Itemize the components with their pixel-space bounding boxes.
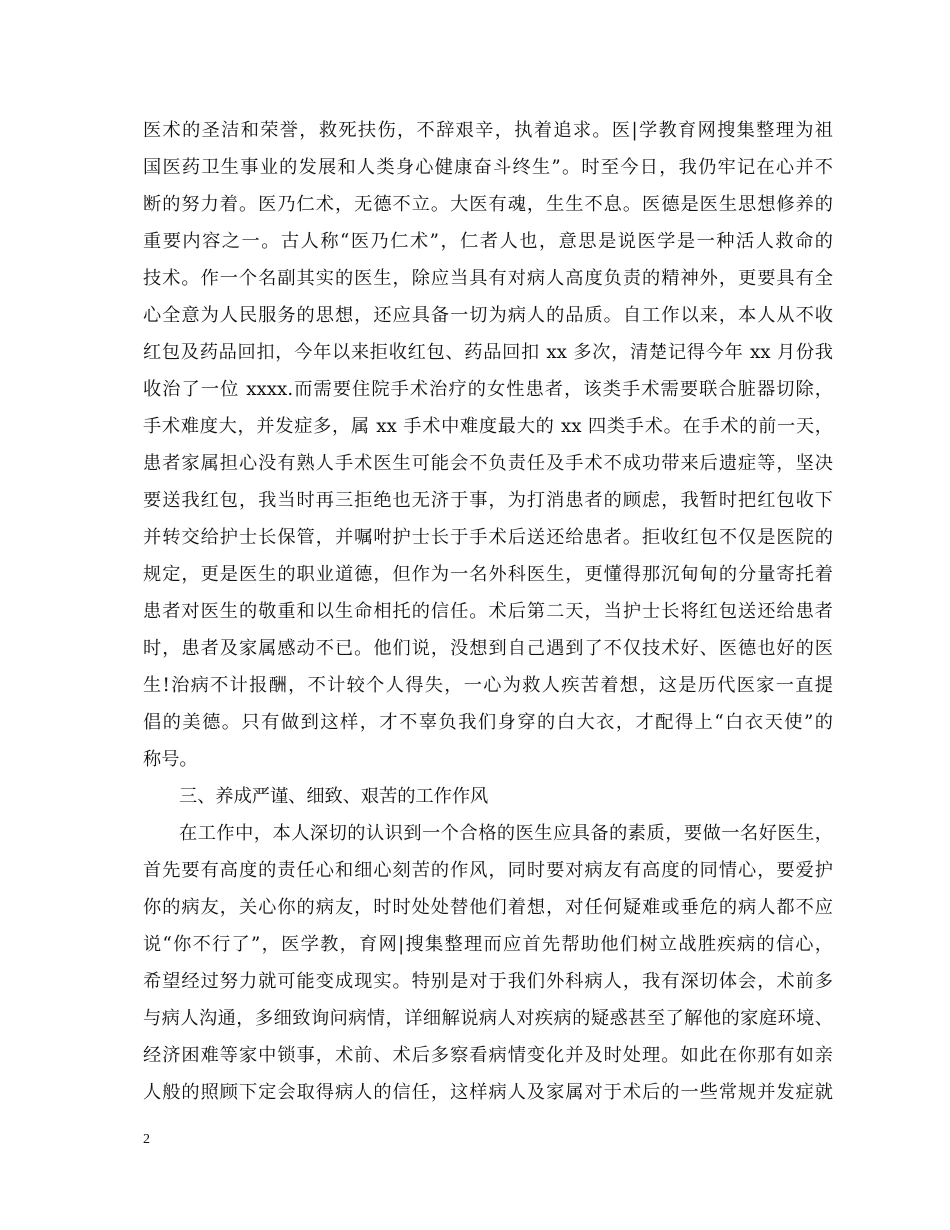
text-line: 时，患者及家属感动不已。他们说，没想到自己遇到了不仅技术好、医德也好的医 xyxy=(143,638,833,659)
page-number: 2 xyxy=(143,1132,150,1147)
text-line: 要送我红包，我当时再三拒绝也无济于事，为打消患者的顾虑，我暂时把红包收下 xyxy=(143,490,833,511)
text-line: 规定，更是医生的职业道德，但作为一名外科医生，更懂得那沉甸甸的分量寄托着 xyxy=(143,564,833,585)
text-line: 与病人沟通，多细致询问病情，详细解说病人对疾病的疑惑甚至了解他的家庭环境、 xyxy=(143,1008,833,1029)
text-line: 收治了一位 xxxx.而需要住院手术治疗的女性患者，该类手术需要联合脏器切除， xyxy=(143,379,833,400)
text-line: 在工作中，本人深切的认识到一个合格的医生应具备的素质，要做一名好医生， xyxy=(179,823,833,844)
text-line: 断的努力着。医乃仁术，无德不立。大医有魂，生生不息。医德是医生思想修养的 xyxy=(143,194,833,215)
section-heading: 三、养成严谨、细致、艰苦的工作作风 xyxy=(179,786,489,807)
document-body xyxy=(143,115,833,1114)
text-line: 并转交给护士长保管，并嘱咐护士长于手术后送还给患者。拒收红包不仅是医院的 xyxy=(143,527,833,548)
text-line: 经济困难等家中锁事，术前、术后多察看病情变化并及时处理。如此在你那有如亲 xyxy=(143,1045,833,1066)
text-line: 重要内容之一。古人称“医乃仁术”，仁者人也，意思是说医学是一种活人救命的 xyxy=(143,231,833,252)
text-line: 技术。作一个名副其实的医生，除应当具有对病人高度负责的精神外，更要具有全 xyxy=(143,268,833,289)
text-line: 患者对医生的敬重和以生命相托的信任。术后第二天，当护士长将红包送还给患者 xyxy=(143,601,833,622)
text-line: 国医药卫生事业的发展和人类身心健康奋斗终生”。时至今日，我仍牢记在心并不 xyxy=(143,157,833,178)
text-line: 人般的照顾下定会取得病人的信任，这样病人及家属对于术后的一些常规并发症就 xyxy=(143,1082,833,1103)
text-line: 医术的圣洁和荣誉，救死扶伤，不辞艰辛，执着追求。医|学教育网搜集整理为祖 xyxy=(143,120,833,141)
text-line: 倡的美德。只有做到这样，才不辜负我们身穿的白大衣，才配得上“白衣天使”的 xyxy=(143,712,833,733)
text-line: 称号。 xyxy=(143,749,198,770)
text-line: 说“你不行了”，医学教，育网|搜集整理而应首先帮助他们树立战胜疾病的信心， xyxy=(143,934,833,955)
text-line: 红包及药品回扣，今年以来拒收红包、药品回扣 xx 多次，清楚记得今年 xx 月份我 xyxy=(143,342,833,363)
text-line: 你的病友，关心你的病友，时时处处替他们着想，对任何疑难或垂危的病人都不应 xyxy=(143,897,833,918)
text-line: 手术难度大，并发症多，属 xx 手术中难度最大的 xx 四类手术。在手术的前一天， xyxy=(143,416,833,437)
text-line: 心全意为人民服务的思想，还应具备一切为病人的品质。自工作以来，本人从不收 xyxy=(143,305,833,326)
text-line: 患者家属担心没有熟人手术医生可能会不负责任及手术不成功带来后遗症等，坚决 xyxy=(143,453,833,474)
text-line: 希望经过努力就可能变成现实。特别是对于我们外科病人，我有深切体会，术前多 xyxy=(143,971,833,992)
text-line: 首先要有高度的责任心和细心刻苦的作风，同时要对病友有高度的同情心，要爱护 xyxy=(143,860,833,881)
text-line: 生!治病不计报酬，不计较个人得失，一心为救人疾苦着想，这是历代医家一直提 xyxy=(143,675,833,696)
